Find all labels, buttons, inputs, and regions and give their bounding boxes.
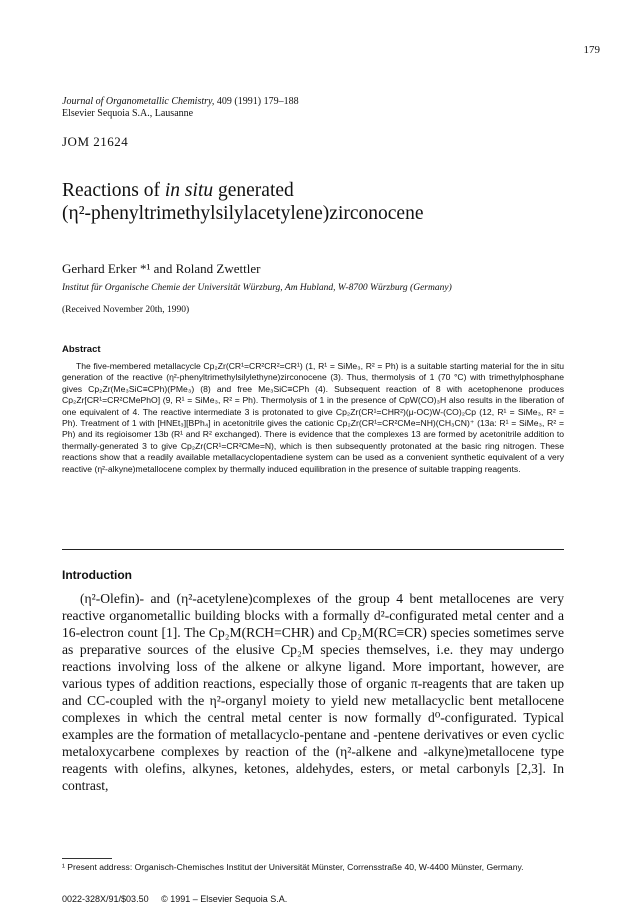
abstract-text: The five-membered metallacycle Cp₂Zr(CR¹=CR²CR²=CR¹) (1, R¹ = SiMe₃, R² = Ph) is a suitable starting material for the in situ generation of the reactive (η²-phenyltrimethylsilylethyne)zirconocene (3). Thus, thermolysis of 1 (70 °C) with trimethylphosphane gives Cp₂Zr(Me₃SiC≡CPh)(PMe₃) (8) and free Me₃SiC≡CPh (4). Subsequent reaction of 8 with acetophenone produces Cp₂Zr[CR¹=CR²CMePhO] (9, R¹ = SiMe₃, R² = Ph). Thermolysis of 1 in the presence of CpW(CO)₃H also results in the liberation of one equivalent of 4. The reactive intermediate 3 is protonated to give Cp₂Zr(CR¹=CHR²)(μ-OC)W-(CO)₂Cp (12, R¹ = SiMe₃, R² = Ph). Treatment of 1 with [HNEt₃][BPh₄] in acetonitrile gives the cationic Cp₂Zr(CR¹=CR²CMe=NH)(CH₃CN)⁺ (13a: R¹ = SiMe₃, R² = Ph) and its regioisomer 13b (R¹ and R² exchanged). There is evidence that the complexes 13 are formed by acetonitrile addition to thermally-generated 3 to give Cp₂Zr(CR¹=CR²CMe=N), which is then subsequently protonated at the basic ring nitrogen. These reactions show that a readily available metallacyclopentadiene system can be used as a convenient synthetic equivalent of a very reactive (η²-alkyne)metallocene complex by thermally induced equilibration in the presence of suitable trapping reagents. [62, 361, 564, 474]
authors: Gerhard Erker *¹ and Roland Zwettler [62, 261, 261, 276]
footnote-divider [62, 858, 112, 859]
introduction-heading: Introduction [62, 568, 132, 582]
journal-name: Journal of Organometallic Chemistry, [62, 96, 215, 107]
introduction-body [62, 590, 564, 794]
copyright-line: 0022-328X/91/$03.50 © 1991 – Elsevier Sequoia S.A. [62, 894, 288, 904]
abstract-heading: Abstract [62, 344, 101, 355]
section-divider [62, 549, 564, 550]
article-title-line-1 [62, 180, 294, 202]
title-suffix: generated [213, 180, 294, 201]
received-date: (Received November 20th, 1990) [62, 305, 190, 315]
jom-id: JOM 21624 [62, 134, 129, 149]
affiliation: Institut für Organische Chemie der Universität Würzburg, Am Hubland, W-8700 Würzburg (Germany) [62, 283, 452, 293]
journal-citation: 409 (1991) 179–188 [216, 96, 299, 107]
footnote: ¹ Present address: Organisch-Chemisches Institut der Universität Münster, Corrensstraße 40, W-4400 Münster, Germany. [62, 862, 524, 872]
publisher: Elsevier Sequoia S.A., Lausanne [62, 108, 194, 119]
journal-citation-line [62, 96, 299, 108]
title-italic: in situ [164, 180, 214, 201]
article-title-line-2: (η²-phenyltrimethylsilylacetylene)zirconocene [62, 203, 424, 224]
title-prefix: Reactions of [62, 180, 165, 201]
abstract [62, 361, 564, 475]
page-number: 179 [583, 44, 600, 56]
introduction-text: (η²-Olefin)- and (η²-acetylene)complexes of the group 4 bent metallocenes are very reactive organometallic building blocks with a formally d²-configurated metal center and a 16-electron count [1]. The Cp₂M(RCH=CHR) and Cp₂M(RC≡CR) species sometimes serve as preparative sources of the elusive Cp₂M species themselves, i.e. they may undergo reactions involving loss of the alkene or alkyne ligand. More important, however, are various types of addition reactions, especially those of organic π-reagents that are taken up and CC-coupled with the η²-organyl moiety to yield new metallacyclic bent metallocene complexes in which the central metal center is now formally d⁰-configurated. Typical examples are the formation of metallacyclo-pentane and -pentene derivatives or even cyclic metaloxycarbene complexes by reaction of the (η²-alkene and -alkyne)metallocene type reagents with olefins, alkynes, ketones, aldehydes, esters, or metal carbonyls [2,3]. In contrast, [62, 591, 564, 793]
